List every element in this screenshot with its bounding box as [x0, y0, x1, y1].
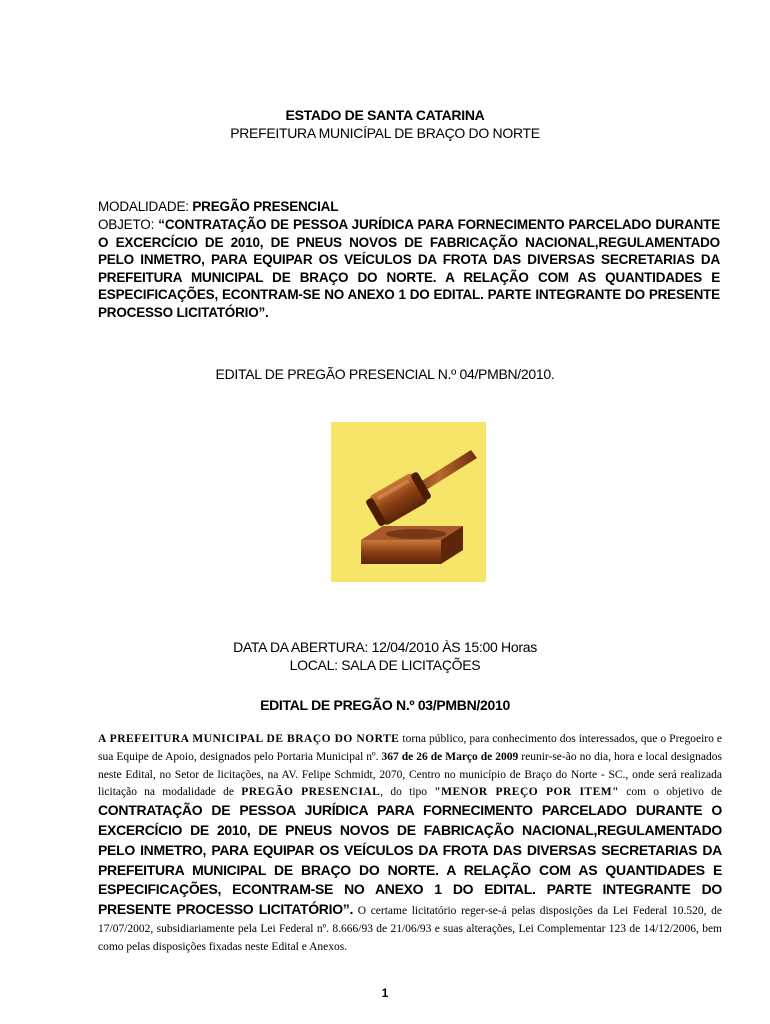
modalidade-label: MODALIDADE:	[98, 199, 193, 214]
body-objeto: CONTRATAÇÃO DE PESSOA JURÍDICA PARA FORNECIMENTO PARCELADO DURANTE O EXCERCÍCIO DE 2010, DE PNEUS NOVOS DE FABRICAÇÃO NACIONAL,REGULAMENTADO PELO INMETRO, PARA EQUIPAR OS VEÍCULOS DA FROTA DAS DIVERSAS SECRETARIAS DA PREFEITURA MUNICIPAL DE BRAÇO DO NORTE. A RELAÇÃO COM AS QUANTIDADES E ESPECIFICAÇÕES, ECONTRAM-SE NO ANEXO 1 DO EDITAL. PARTE INTEGRANTE DO PRESENTE PROCESSO LICITATÓRIO”.	[98, 802, 722, 918]
body-text-e: O certame licitatório reger-se-á pelas disposições da Lei Federal 10.520, de 17/07/2002, subsidiariamente pela Lei Federal nº. 8.666/93 de 21/06/93 e suas alterações, Lei Complementar 123 de 14/12/2006, bem como pelas disposições fixadas neste Edital e Anexos.	[98, 905, 722, 953]
gavel-icon	[331, 422, 486, 582]
objeto-text: “CONTRATAÇÃO DE PESSOA JURÍDICA PARA FORNECIMENTO PARCELADO DURANTE O EXCERCÍCIO DE 2010, DE PNEUS NOVOS DE FABRICAÇÃO NACIONAL,REGULAMENTADO PELO INMETRO, PARA EQUIPAR OS VEÍCULOS DA FROTA DAS DIVERSAS SECRETARIAS DA PREFEITURA MUNICIPAL DE BRAÇO DO NORTE. A RELAÇÃO COM AS QUANTIDADES E ESPECIFICAÇÕES, ECONTRAM-SE NO ANEXO 1 DO EDITAL. PARTE INTEGRANTE DO PRESENTE PROCESSO LICITATÓRIO”.	[98, 217, 720, 320]
header-state: ESTADO DE SANTA CATARINA	[285, 107, 485, 123]
objeto-label: OBJETO:	[98, 217, 159, 232]
edital-presencial-line: EDITAL DE PREGÃO PRESENCIAL N.º 04/PMBN/2010.	[215, 366, 555, 382]
body-text-b: reunir-se-ão no dia, hora e local designados neste Edital, no Setor de licitações, na AV. Felipe Schmidt, 2070, Centro no município de Braço do Norte - SC., onde será realizada licitação na modalidade de	[98, 750, 722, 799]
body-tipo: "MENOR PREÇO POR ITEM"	[434, 786, 619, 799]
modalidade-value: PREGÃO PRESENCIAL	[192, 199, 339, 214]
body-prefeitura: A PREFEITURA MUNICIPAL DE BRAÇO DO NORTE	[98, 733, 400, 745]
modalidade-line	[98, 198, 720, 216]
body-modalidade: PREGÃO PRESENCIAL	[241, 786, 381, 799]
data-abertura: DATA DA ABERTURA: 12/04/2010 ÀS 15:00 Horas	[233, 639, 537, 655]
objeto-paragraph	[98, 216, 720, 321]
header-prefeitura: PREFEITURA MUNICÍPAL DE BRAÇO DO NORTE	[230, 125, 540, 141]
gavel-image	[331, 422, 486, 582]
local-abertura: LOCAL: SALA DE LICITAÇÕES	[289, 657, 481, 673]
body-portaria: 367 de 26 de Março de 2009	[381, 750, 519, 763]
body-text-c: , do tipo	[380, 786, 435, 799]
body-paragraph	[98, 731, 722, 957]
body-text-d: com o objetivo de	[619, 786, 723, 799]
body-text-a: torna público, para conhecimento dos interessados, que o Pregoeiro e sua Equipe de Apoio, designados pelo Portaria Municipal nº.	[98, 733, 723, 763]
edital-title: EDITAL DE PREGÃO N.º 03/PMBN/2010	[260, 697, 510, 713]
page-number: 1	[381, 986, 389, 1000]
